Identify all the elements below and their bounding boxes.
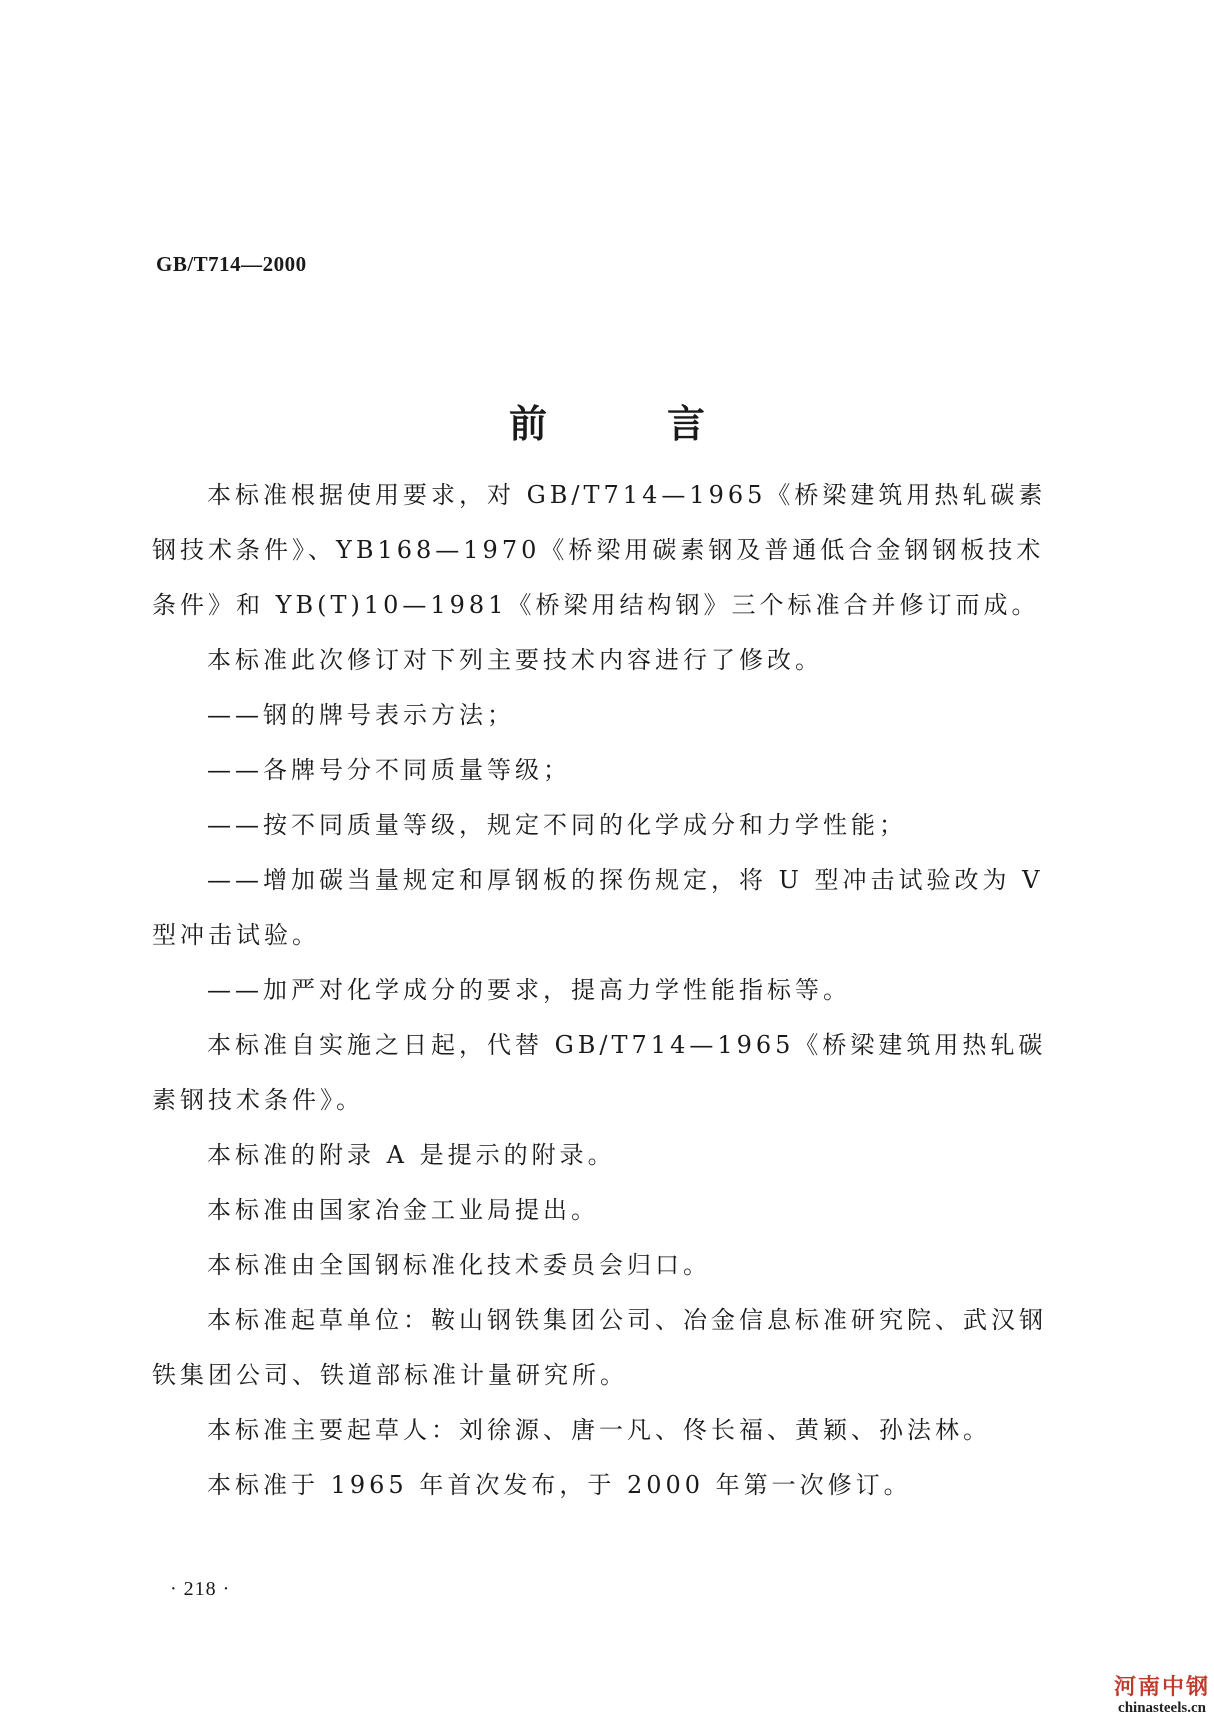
paragraph: 本标准由国家冶金工业局提出。 (207, 1196, 599, 1224)
paragraph: 本标准于 1965 年首次发布，于 2000 年第一次修订。 (207, 1471, 912, 1499)
paragraph: 本标准由全国钢标准化技术委员会归口。 (207, 1251, 711, 1279)
watermark-name: 河南中钢 (1113, 1675, 1210, 1700)
list-item: ——增加碳当量规定和厚钢板的探伤规定，将 U 型冲击试验改为 V 型冲击试验。 (152, 866, 1044, 949)
list-item: ——加严对化学成分的要求，提高力学性能指标等。 (207, 976, 851, 1004)
page-number: · 218 · (170, 1578, 231, 1600)
list-item: ——按不同质量等级，规定不同的化学成分和力学性能； (207, 811, 907, 839)
standard-code: GB/T714—2000 (156, 252, 307, 276)
paragraph: 本标准的附录 A 是提示的附录。 (207, 1141, 616, 1169)
paragraph: 本标准自实施之日起，代替 GB/T714—1965《桥梁建筑用热轧碳素钢技术条件》。 (152, 1031, 1047, 1114)
paragraph: 本标准主要起草人：刘徐源、唐一凡、佟长福、黄颖、孙法林。 (207, 1416, 991, 1444)
paragraph: 本标准起草单位：鞍山钢铁集团公司、冶金信息标准研究院、武汉钢铁集团公司、铁道部标准计量研究所。 (152, 1306, 1047, 1389)
preface-body (152, 468, 1072, 1513)
paragraph: 本标准根据使用要求，对 GB/T714—1965《桥梁建筑用热轧碳素钢技术条件》、YB168—1970《桥梁用碳素钢及普通低合金钢钢板技术条件》和 YB(T)10—1981《桥梁用结构钢》三个标准合并修订而成。 (152, 481, 1047, 619)
page-title: 前言 (508, 402, 825, 446)
list-item: ——钢的牌号表示方法； (207, 701, 515, 729)
watermark-logo (1114, 1677, 1210, 1716)
watermark-site: chinasteels.cn (1118, 1700, 1206, 1716)
paragraph: 本标准此次修订对下列主要技术内容进行了修改。 (207, 646, 823, 674)
list-item: ——各牌号分不同质量等级； (207, 756, 571, 784)
